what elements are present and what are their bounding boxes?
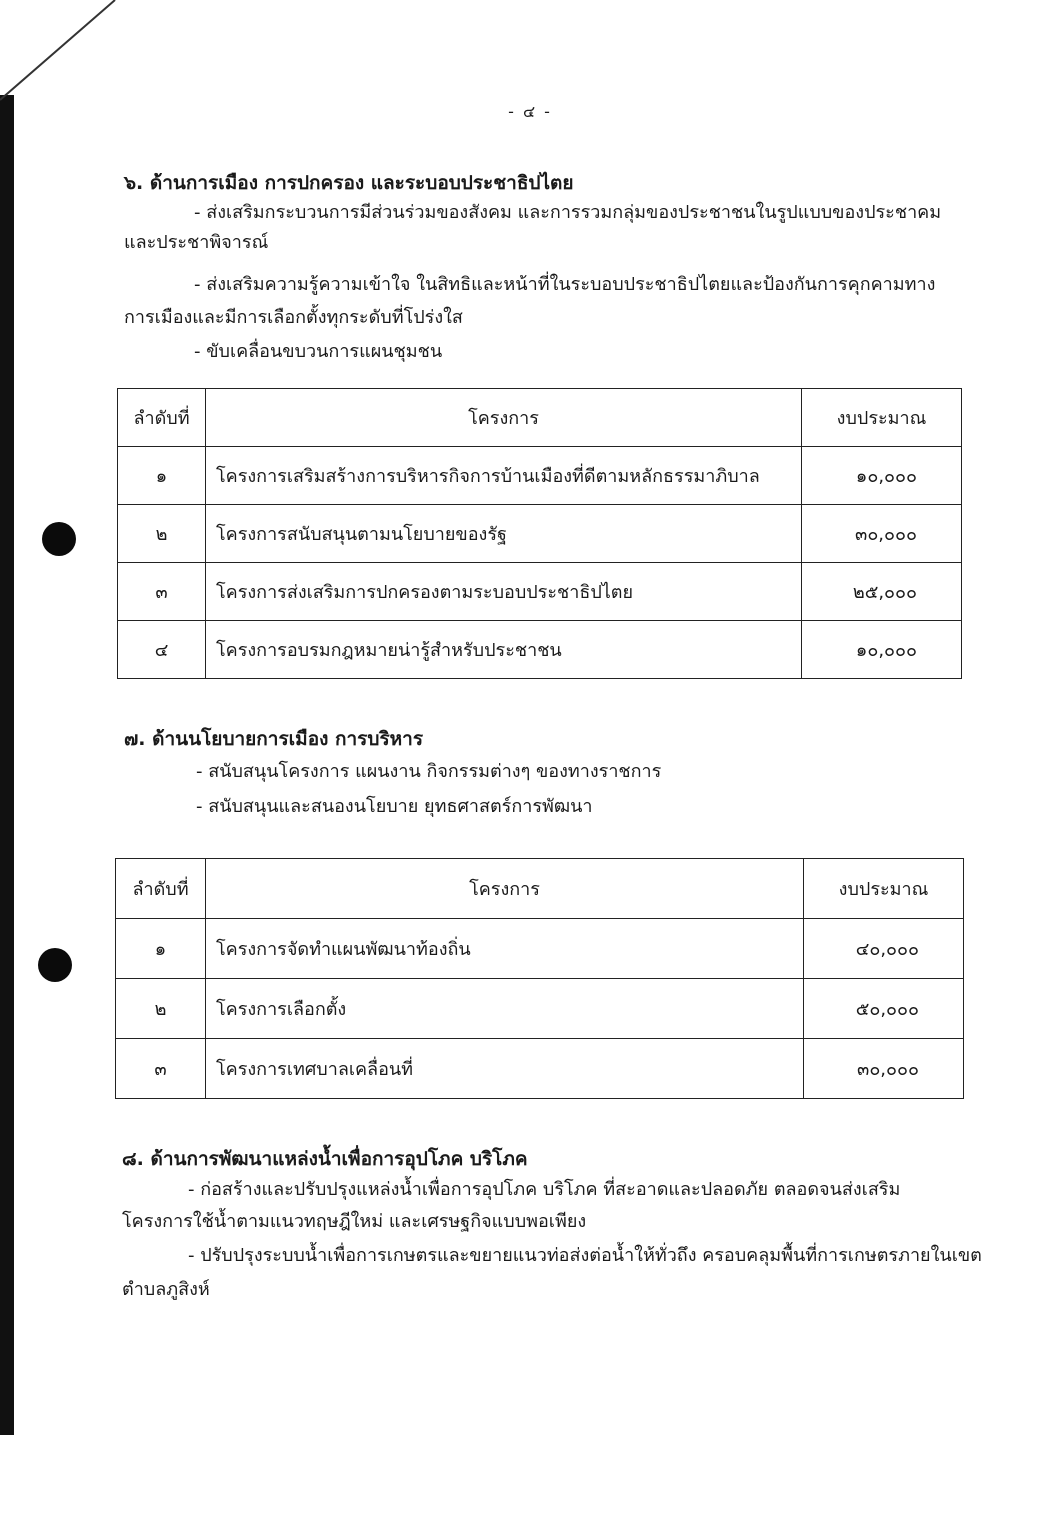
table-row [118,563,962,621]
section-8-para-2-cont: ตำบลภูสิงห์ [122,1279,210,1300]
row-project: โครงการเทศบาลเคลื่อนที่ [206,1039,804,1099]
table-row [116,979,964,1039]
header-order: ลำดับที่ [118,389,206,447]
section-8-para-2: - ปรับปรุงระบบน้ำเพื่อการเกษตรและขยายแนวท่อส่งต่อน้ำให้ทั่วถึง ครอบคลุมพื้นที่การเกษตรภายในเขต [188,1245,982,1266]
section-6-para-2: - ส่งเสริมความรู้ความเข้าใจ ในสิทธิและหน้าที่ในระบอบประชาธิปไตยและป้องกันการคุกคามทาง [194,274,936,295]
row-budget: ๒๕,๐๐๐ [802,563,962,621]
punch-hole-bottom [38,948,72,982]
row-budget: ๔๐,๐๐๐ [804,919,964,979]
section-7-para-1: - สนับสนุนโครงการ แผนงาน กิจกรรมต่างๆ ของทางราชการ [196,761,662,782]
row-budget: ๕๐,๐๐๐ [804,979,964,1039]
row-project: โครงการจัดทำแผนพัฒนาท้องถิ่น [206,919,804,979]
section-8-para-1: - ก่อสร้างและปรับปรุงแหล่งน้ำเพื่อการอุปโภค บริโภค ที่สะอาดและปลอดภัย ตลอดจนส่งเสริม [188,1179,901,1200]
table-row [116,1039,964,1099]
table-row [118,447,962,505]
table-row [118,505,962,563]
row-budget: ๓๐,๐๐๐ [804,1039,964,1099]
row-budget: ๓๐,๐๐๐ [802,505,962,563]
table-row [116,919,964,979]
section-6-para-1-cont: และประชาพิจารณ์ [124,232,269,253]
row-order: ๑ [118,447,206,505]
row-project: โครงการเสริมสร้างการบริหารกิจการบ้านเมืองที่ดีตามหลักธรรมาภิบาล [206,447,802,505]
section-6-para-3: - ขับเคลื่อนขบวนการแผนชุมชน [194,341,443,362]
row-order: ๑ [116,919,206,979]
header-budget: งบประมาณ [802,389,962,447]
table-header-row [116,859,964,919]
section-7-para-2: - สนับสนุนและสนองนโยบาย ยุทธศาสตร์การพัฒนา [196,796,593,817]
row-order: ๓ [116,1039,206,1099]
row-order: ๒ [116,979,206,1039]
row-order: ๔ [118,621,206,679]
header-project: โครงการ [206,859,804,919]
header-project: โครงการ [206,389,802,447]
header-budget: งบประมาณ [804,859,964,919]
scan-left-edge [0,95,14,1435]
row-budget: ๑๐,๐๐๐ [802,447,962,505]
section-7-heading: ๗. ด้านนโยบายการเมือง การบริหาร [124,728,424,750]
section-6-heading: ๖. ด้านการเมือง การปกครอง และระบอบประชาธิปไตย [124,172,574,194]
section-6-budget-table [117,388,962,679]
row-project: โครงการอบรมกฎหมายน่ารู้สำหรับประชาชน [206,621,802,679]
row-order: ๓ [118,563,206,621]
row-project: โครงการส่งเสริมการปกครองตามระบอบประชาธิปไตย [206,563,802,621]
section-8-heading: ๘. ด้านการพัฒนาแหล่งน้ำเพื่อการอุปโภค บริโภค [122,1148,528,1170]
section-6-para-2-cont: การเมืองและมีการเลือกตั้งทุกระดับที่โปร่งใส [124,307,463,328]
scan-corner-line [0,0,120,110]
row-budget: ๑๐,๐๐๐ [802,621,962,679]
section-6-para-1: - ส่งเสริมกระบวนการมีส่วนร่วมของสังคม และการรวมกลุ่มของประชาชนในรูปแบบของประชาคม [194,202,942,223]
row-project: โครงการเลือกตั้ง [206,979,804,1039]
page-number: - ๔ - [508,102,552,121]
table-row [118,621,962,679]
header-order: ลำดับที่ [116,859,206,919]
section-7-budget-table [115,858,964,1099]
table-header-row [118,389,962,447]
row-order: ๒ [118,505,206,563]
punch-hole-top [42,522,76,556]
section-8-para-1-cont: โครงการใช้น้ำตามแนวทฤษฎีใหม่ และเศรษฐกิจแบบพอเพียง [122,1211,587,1232]
row-project: โครงการสนับสนุนตามนโยบายของรัฐ [206,505,802,563]
